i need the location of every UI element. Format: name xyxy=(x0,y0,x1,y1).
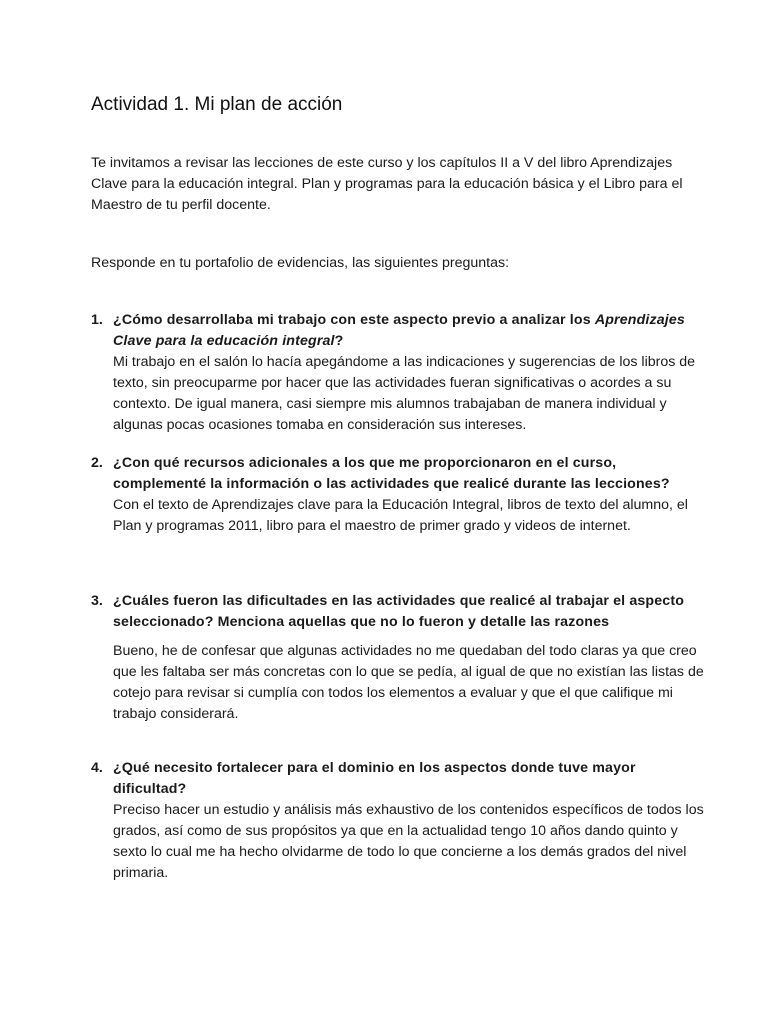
question-item-3 xyxy=(91,591,711,725)
intro-paragraph: Te invitamos a revisar las lecciones de este curso y los capítulos II a V del libro Aprendizajes Clave para la educación integral. Plan y programas para la educación básica y el Libro para el Maestro de tu perfil docente. xyxy=(91,155,683,213)
question-text: ¿Con qué recursos adicionales a los que me proporcionaron en el curso, complementé la información o las actividades que realicé durante las lecciones? xyxy=(113,455,670,492)
answer-text: Preciso hacer un estudio y análisis más exhaustivo de los contenidos específicos de todos los grados, así como de sus propósitos ya que en la actualidad tengo 10 años dando quinto y sexto lo cual me ha hecho olvidarme de todo lo que concierne a los demás grados del nivel primaria. xyxy=(113,802,704,881)
document-title: Actividad 1. Mi plan de acción xyxy=(91,94,343,115)
question-text-part: ¿Cómo desarrollaba mi trabajo con este aspecto previo a analizar los xyxy=(113,312,595,328)
question-number: 3. xyxy=(91,593,103,609)
question-number: 4. xyxy=(91,760,103,776)
question-text: ¿Cuáles fueron las dificultades en las actividades que realicé al trabajar el aspecto seleccionado? Menciona aquellas que no lo fueron y detalle las razones xyxy=(113,593,685,630)
question-text-part: ? xyxy=(334,333,344,349)
question-number: 2. xyxy=(91,455,103,471)
question-text: ¿Qué necesito fortalecer para el dominio en los aspectos donde tuve mayor dificultad? xyxy=(113,760,636,797)
answer-text: Mi trabajo en el salón lo hacía apegándome a las indicaciones y sugerencias de los libros de texto, sin preocuparme por hacer que las actividades fueran significativas o acordes a su contexto. De igual manera, casi siempre mis alumnos trabajaban de manera individual y algunas pocas ocasiones tomaba en consideración sus intereses. xyxy=(113,354,696,433)
question-item-1 xyxy=(91,310,711,436)
question-number: 1. xyxy=(91,312,103,328)
question-item-2 xyxy=(91,453,711,537)
instruction-paragraph: Responde en tu portafolio de evidencias, las siguientes preguntas: xyxy=(91,255,510,271)
answer-text: Con el texto de Aprendizajes clave para la Educación Integral, libros de texto del alumno, el Plan y programas 2011, libro para el maestro de primer grado y videos de internet. xyxy=(113,497,688,534)
question-text-emphasis: Aprendizajes Clave para la educación integral xyxy=(113,312,685,349)
question-text xyxy=(113,310,711,352)
answer-text: Bueno, he de confesar que algunas actividades no me quedaban del todo claras ya que creo que les faltaba ser más concretas con lo que se pedía, al igual de que no existían las listas de cotejo para revisar si cumplía con todos los elementos a evaluar y que el que califique mi trabajo considerará. xyxy=(113,643,704,722)
question-item-4 xyxy=(91,758,711,884)
